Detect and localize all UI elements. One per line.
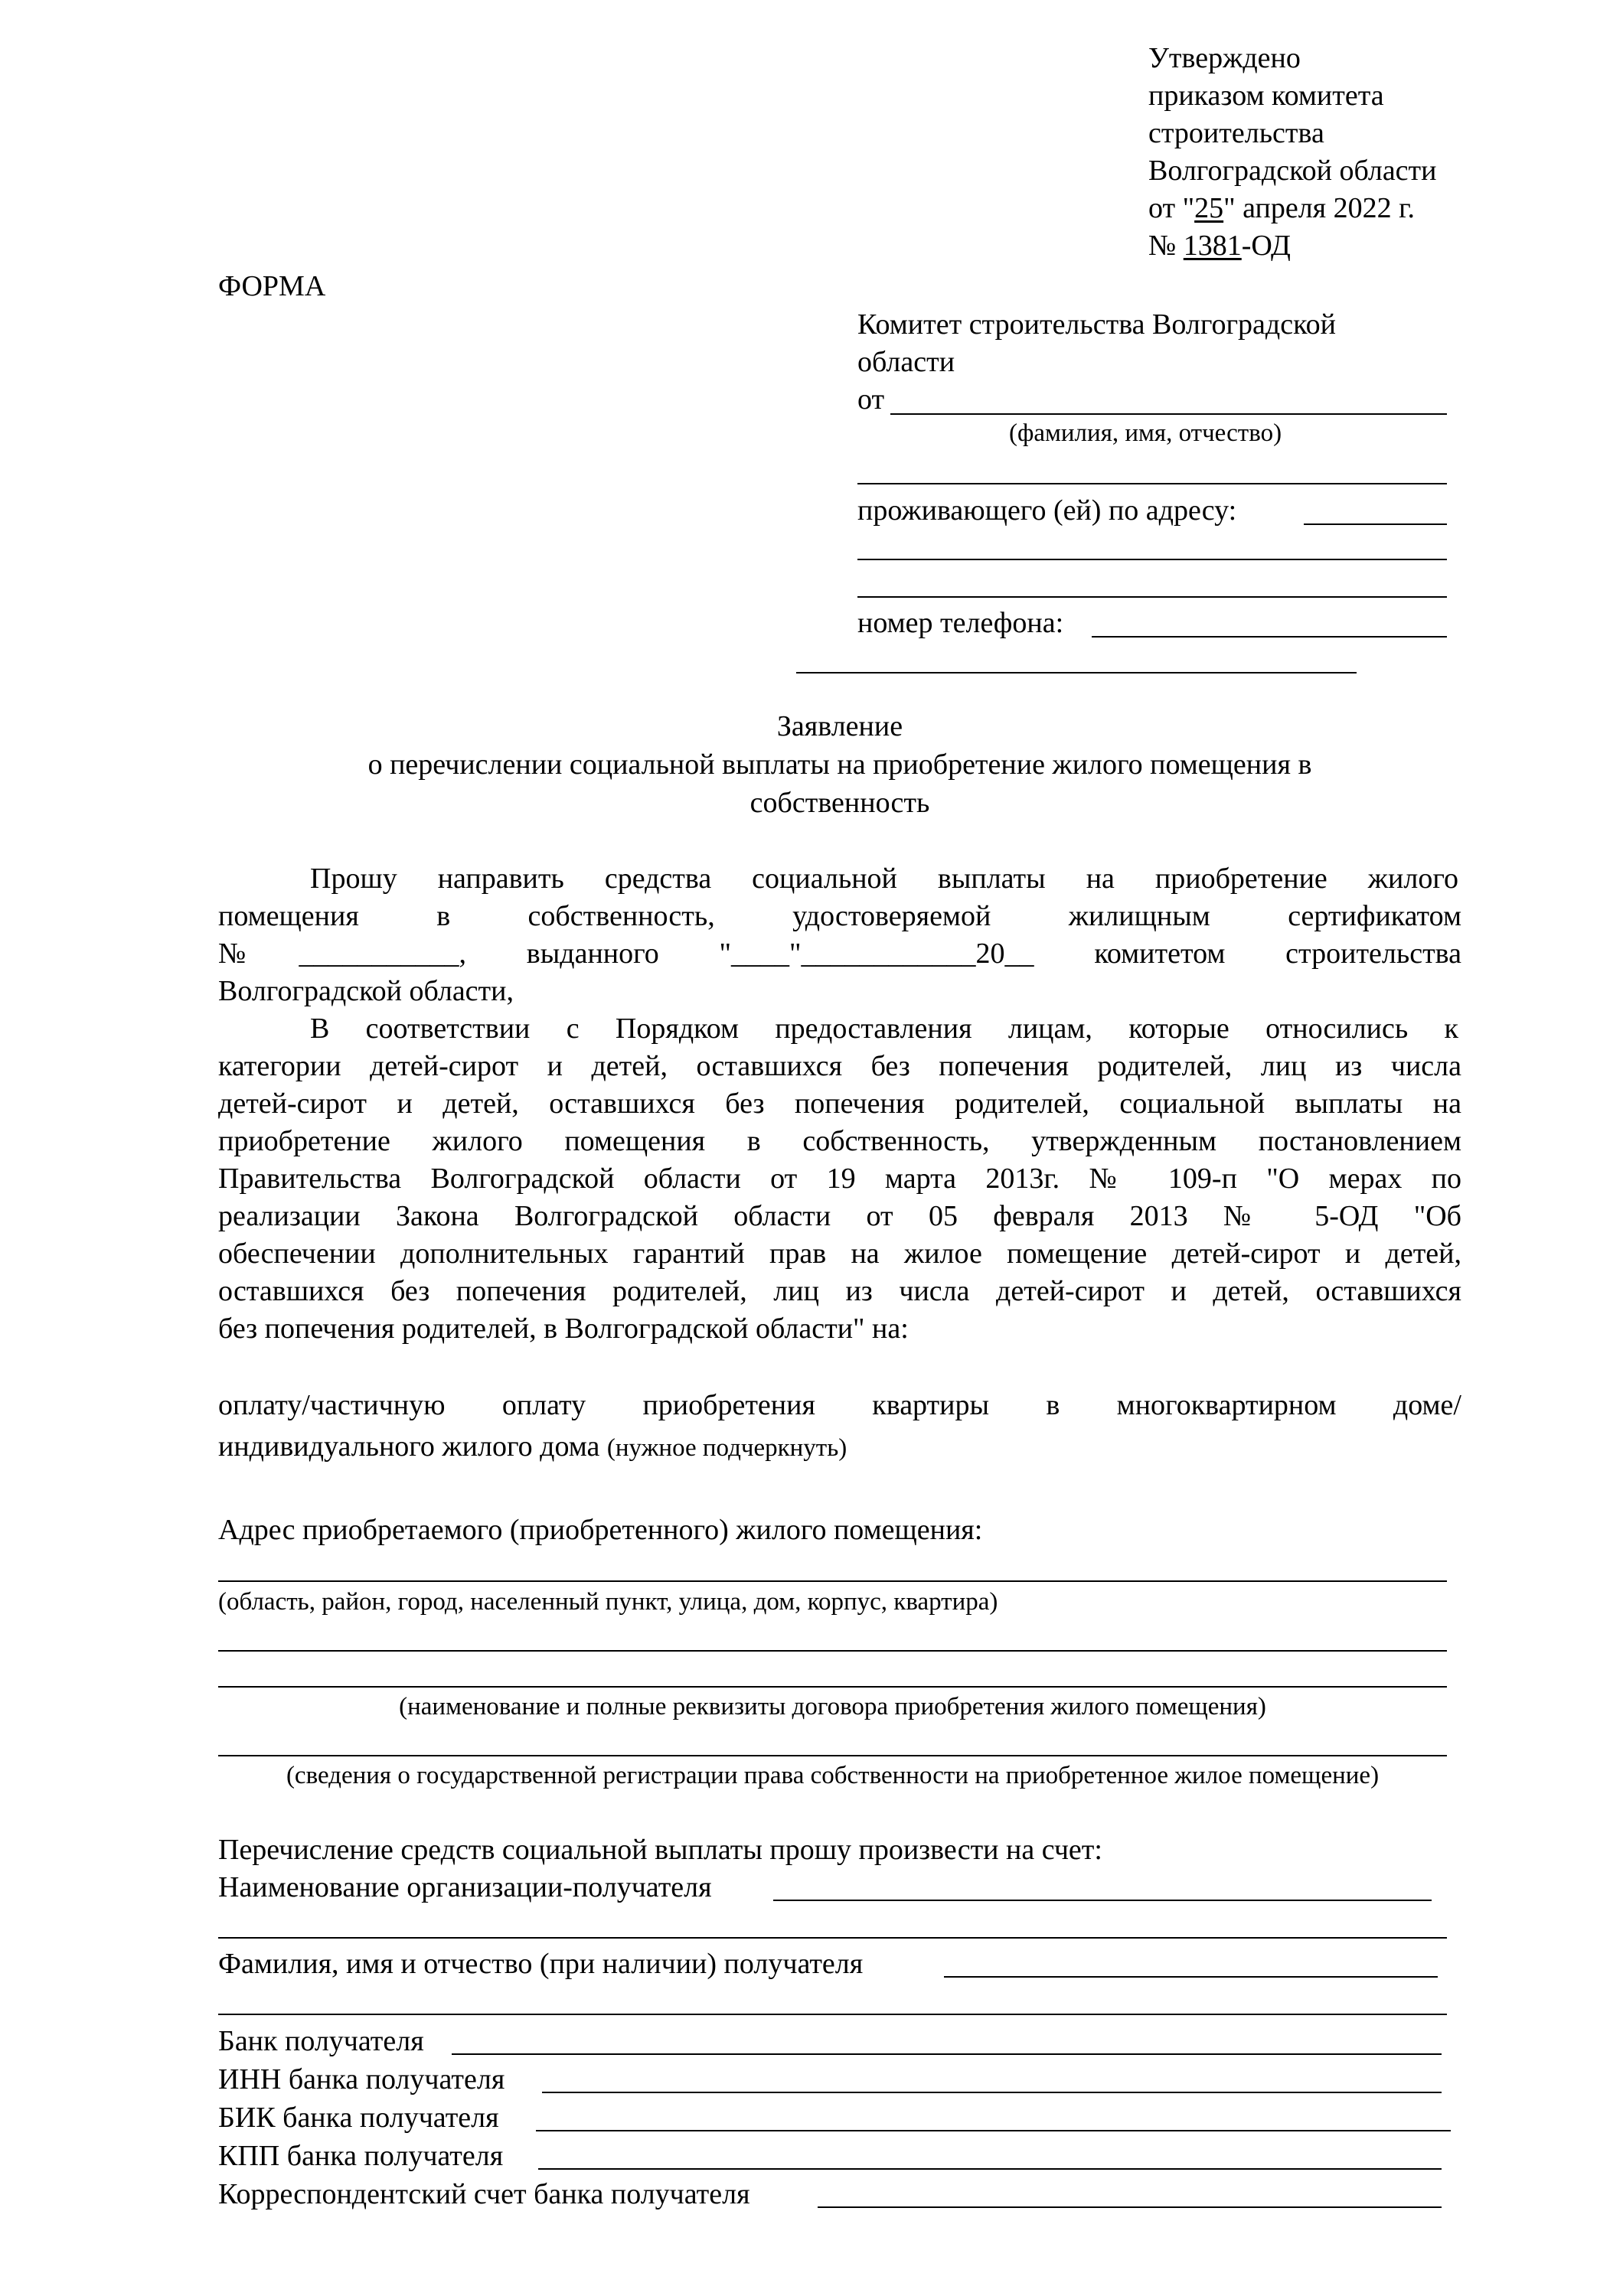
body-p1-line2: помещения в собственность, удостоверяемой жилищным сертификатом xyxy=(218,900,1461,932)
document-subtitle-2: собственность xyxy=(749,787,930,819)
purchase-option-text: индивидуального жилого дома xyxy=(218,1430,607,1463)
body-p2-line3: детей-сирот и детей, оставшихся без попечения родителей, социальной выплаты на xyxy=(218,1088,1461,1120)
residing-label: проживающего (ей) по адресу: xyxy=(857,494,1237,527)
body-p3-line2 xyxy=(218,1428,847,1466)
order-number-suffix: -ОД xyxy=(1241,230,1291,262)
approval-line-2: приказом комитета xyxy=(1148,80,1384,112)
body-p2-line4: приобретение жилого помещения в собственность, утвержденным постановлением xyxy=(218,1125,1461,1157)
contract-line-1[interactable] xyxy=(218,1650,1447,1652)
approval-date-suffix: " апреля 2022 г. xyxy=(1223,192,1415,224)
document-title: Заявление xyxy=(776,710,903,742)
phone-label: номер телефона: xyxy=(857,607,1064,639)
body-p1-line1: Прошу направить средства социальной выплаты на приобретение жилого xyxy=(310,863,1458,895)
body-p2-line7: обеспечении дополнительных гарантий прав на жилое помещение детей-сирот и детей, xyxy=(218,1238,1461,1270)
address-hint: (область, район, город, населенный пункт, улица, дом, корпус, квартира) xyxy=(218,1588,998,1616)
phone-field-line[interactable] xyxy=(1092,636,1447,638)
corr-account-field-line[interactable] xyxy=(818,2206,1442,2208)
approval-line-3: строительства xyxy=(1148,117,1324,149)
addressee-line-1: Комитет строительства Волгоградской xyxy=(857,308,1336,341)
fio-field-line[interactable] xyxy=(890,413,1447,415)
kpp-label: КПП банка получателя xyxy=(218,2140,504,2172)
purchase-address-line[interactable] xyxy=(218,1580,1447,1582)
order-number-prefix: № xyxy=(1148,230,1184,262)
fio-continuation-line[interactable] xyxy=(857,483,1447,484)
org-continuation-line[interactable] xyxy=(218,1937,1447,1939)
body-p1-line4: Волгоградской области, xyxy=(218,975,514,1007)
address-line-2[interactable] xyxy=(857,596,1447,598)
bank-field-line[interactable] xyxy=(452,2053,1442,2055)
order-number-value: 1381 xyxy=(1183,230,1242,262)
body-p3-line1: оплату/частичную оплату приобретения квартиры в многоквартирном доме/ xyxy=(218,1389,1461,1421)
approval-order-number xyxy=(1148,227,1291,264)
approval-date-prefix: от " xyxy=(1148,192,1195,224)
inn-field-line[interactable] xyxy=(542,2092,1442,2093)
fio-hint: (фамилия, имя, отчество) xyxy=(1009,419,1282,447)
bik-label: БИК банка получателя xyxy=(218,2102,499,2134)
body-p2-line9: без попечения родителей, в Волгоградской области" на: xyxy=(218,1313,909,1345)
address-section-label: Адрес приобретаемого (приобретенного) жилого помещения: xyxy=(218,1514,983,1546)
recipient-fio-label: Фамилия, имя и отчество (при наличии) получателя xyxy=(218,1948,864,1980)
body-p2-line6: реализации Закона Волгоградской области от 05 февраля 2013 № 5-ОД "Об xyxy=(218,1200,1461,1232)
registration-line[interactable] xyxy=(218,1755,1447,1756)
body-p2-line2: категории детей-сирот и детей, оставшихся без попечения родителей, лиц из числа xyxy=(218,1050,1461,1082)
form-label: ФОРМА xyxy=(218,270,326,302)
body-p1-line3: №___________, выданного "____"____________20__ комитетом строительства xyxy=(218,938,1461,970)
bank-label: Банк получателя xyxy=(218,2025,424,2057)
approval-date xyxy=(1148,190,1415,227)
signature-divider xyxy=(796,672,1357,673)
underline-hint: (нужное подчеркнуть) xyxy=(606,1434,847,1462)
org-field-line[interactable] xyxy=(773,1900,1432,1901)
contract-hint: (наименование и полные реквизиты договора приобретения жилого помещения) xyxy=(399,1693,1266,1720)
residing-field-line[interactable] xyxy=(1304,523,1447,525)
corr-account-label: Корреспондентский счет банка получателя xyxy=(218,2178,750,2210)
body-p2-line8: оставшихся без попечения родителей, лиц из числа детей-сирот и детей, оставшихся xyxy=(218,1275,1461,1307)
approval-date-day: 25 xyxy=(1194,192,1224,224)
recipient-fio-continuation-line[interactable] xyxy=(218,2014,1447,2015)
document-subtitle-1: о перечислении социальной выплаты на приобретение жилого помещения в xyxy=(367,748,1312,781)
approval-line-1: Утверждено xyxy=(1148,42,1301,74)
registration-hint: (сведения о государственной регистрации права собственности на приобретенное жилое помещение) xyxy=(286,1762,1380,1789)
bik-field-line[interactable] xyxy=(536,2130,1451,2131)
contract-line-2[interactable] xyxy=(218,1686,1447,1688)
addressee-from-label: от xyxy=(857,383,885,416)
inn-label: ИНН банка получателя xyxy=(218,2063,505,2095)
recipient-fio-field-line[interactable] xyxy=(944,1976,1438,1978)
org-label: Наименование организации-получателя xyxy=(218,1871,712,1903)
payment-intro: Перечисление средств социальной выплаты прошу произвести на счет: xyxy=(218,1834,1102,1866)
approval-line-4: Волгоградской области xyxy=(1148,155,1437,187)
kpp-field-line[interactable] xyxy=(538,2168,1442,2170)
body-p2-line5: Правительства Волгоградской области от 19 марта 2013г. № 109-п "О мерах по xyxy=(218,1163,1461,1195)
addressee-line-2: области xyxy=(857,346,955,378)
body-p2-line1: В соответствии с Порядком предоставления лицам, которые относились к xyxy=(310,1013,1458,1045)
address-line-1[interactable] xyxy=(857,559,1447,560)
